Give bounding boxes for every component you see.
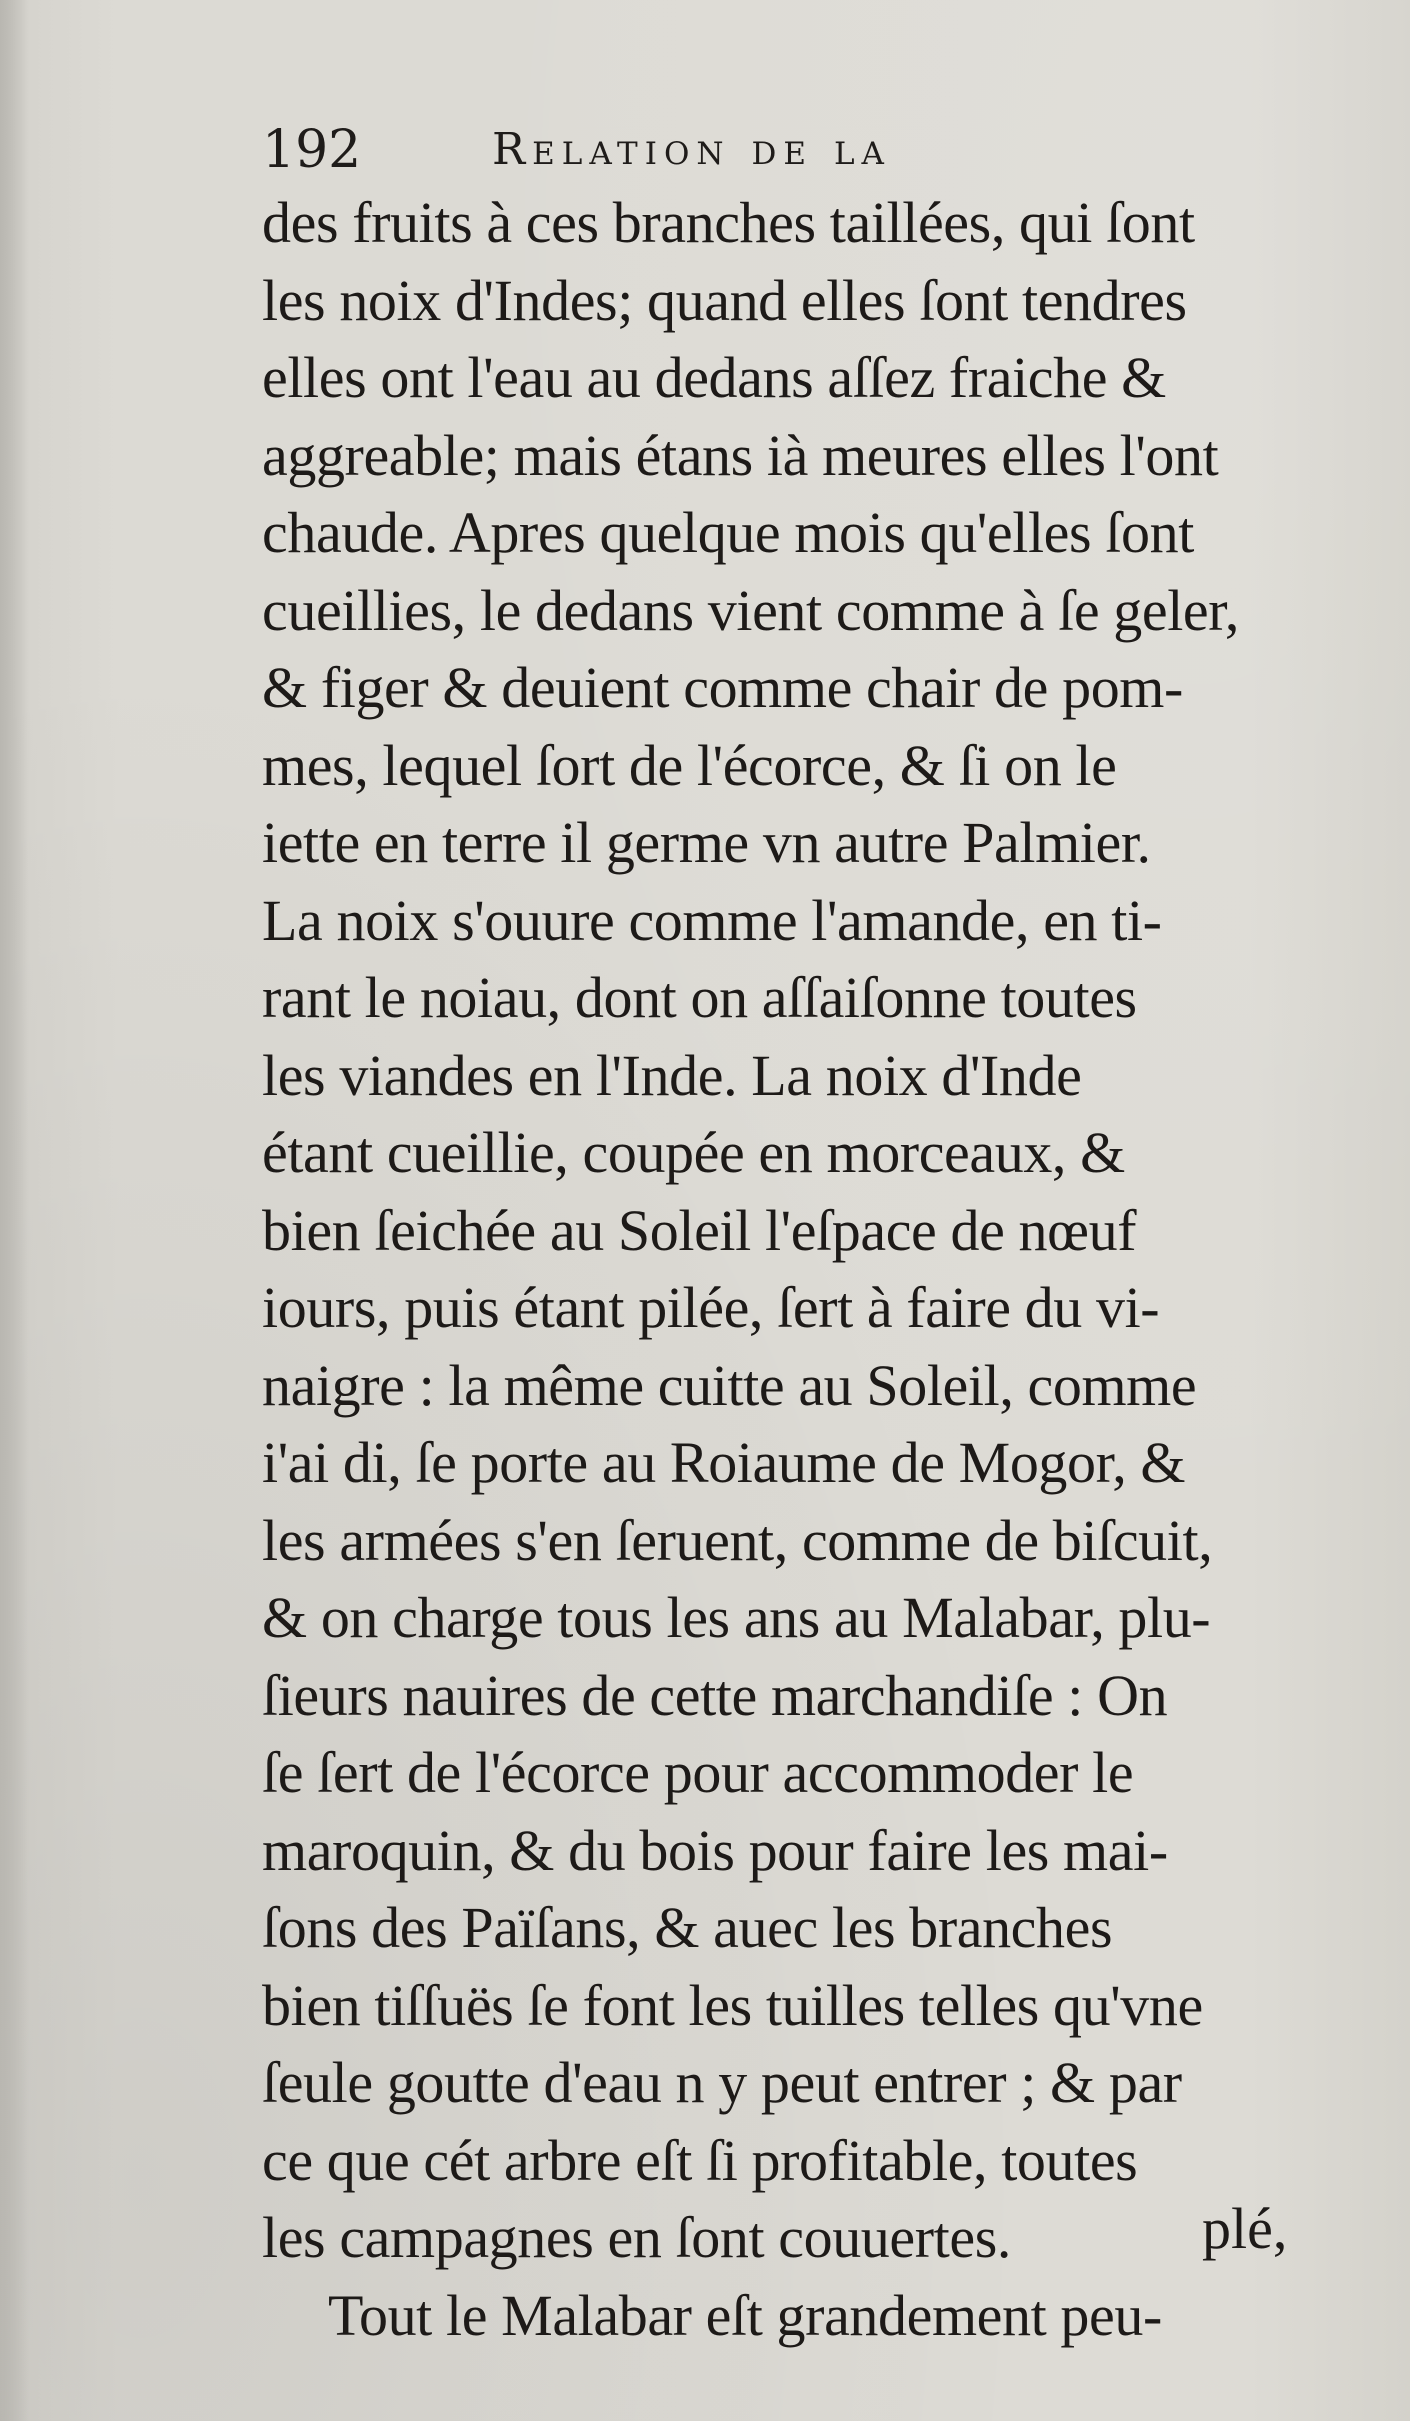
page-edge-shadow: [0, 0, 28, 2421]
text-line: mes, lequel ſort de l'écorce, & ſi on le: [262, 732, 1117, 798]
text-line: elles ont l'eau au dedans aſſez fraiche &: [262, 345, 1166, 410]
text-line: bien tiſſuës ſe font les tuilles telles qu'vne: [262, 1972, 1203, 2038]
text-line: ſe ſert de l'écorce pour accommoder le: [262, 1740, 1134, 1805]
text-line: iette en terre il germe vn autre Palmier.: [262, 810, 1151, 875]
catchword: plé,: [1202, 2196, 1288, 2261]
text-line: ſons des Païſans, & auec les branches: [262, 1895, 1113, 1960]
text-line: & figer & deuient comme chair de pom-: [262, 655, 1183, 720]
running-head: Relation de la: [492, 124, 891, 175]
text-line: rant le noiau, dont on aſſaiſonne toutes: [262, 965, 1137, 1030]
text-line: les viandes en l'Inde. La noix d'Inde: [262, 1042, 1082, 1108]
text-line: des fruits à ces branches taillées, qui ſont: [262, 190, 1195, 255]
body-text: [262, 184, 1332, 2354]
text-line: maroquin, & du bois pour faire les mai-: [262, 1817, 1168, 1883]
text-line: bien ſeichée au Soleil l'eſpace de nœuf: [262, 1197, 1137, 1263]
text-line: La noix s'ouure comme l'amande, en ti-: [262, 887, 1162, 953]
text-line: ſieurs nauires de cette marchandiſe : On: [262, 1662, 1168, 1728]
text-line: les armées s'en ſeruent, comme de biſcuit,: [262, 1507, 1213, 1573]
text-line: naigre : la même cuitte au Soleil, comme: [262, 1352, 1197, 1418]
text-line: ce que cét arbre eſt ſi profitable, toutes: [262, 2127, 1138, 2193]
text-line: & on charge tous les ans au Malabar, plu-: [262, 1585, 1211, 1650]
text-line: les noix d'Indes; quand elles ſont tendres: [262, 267, 1187, 333]
text-line: les campagnes en ſont couuertes.: [262, 2205, 1011, 2270]
paragraph-start-line: Tout le Malabar eſt grandement peu-: [328, 2282, 1162, 2348]
text-line: chaude. Apres quelque mois qu'elles ſont: [262, 500, 1194, 565]
text-line: ſeule goutte d'eau n y peut entrer ; & par: [262, 2050, 1182, 2115]
text-line: cueillies, le dedans vient comme à ſe geler,: [262, 577, 1239, 643]
text-line: étant cueillie, coupée en morceaux, &: [262, 1120, 1125, 1185]
page-number: 192: [262, 120, 362, 180]
text-line: i'ai di, ſe porte au Roiaume de Mogor, &: [262, 1430, 1186, 1495]
text-line: iours, puis étant pilée, ſert à faire du vi-: [262, 1275, 1160, 1340]
text-line: aggreable; mais étans ià meures elles l'ont: [262, 422, 1219, 488]
page-header: [262, 110, 1162, 190]
